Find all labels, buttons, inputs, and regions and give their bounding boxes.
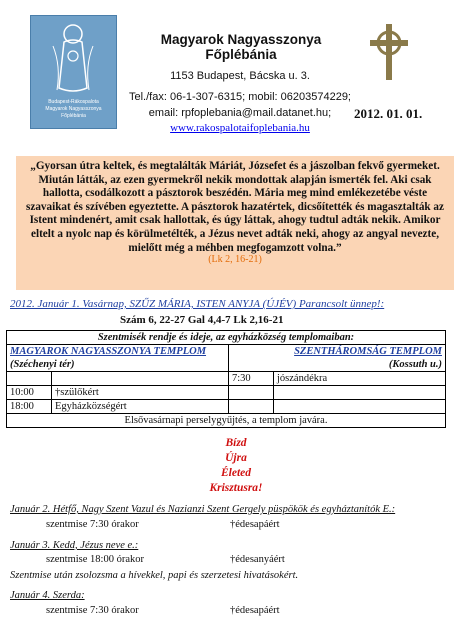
logo-line-2: Magyarok Nagyasszonya <box>45 106 102 112</box>
day-heading: Január 2. Hétfő, Nagy Szent Vazul és Nazianzi Szent Gergely püspökök és egyháztanítók E.: <box>10 504 396 515</box>
website-link[interactable]: www.rakospalotaifoplebania.hu <box>170 122 310 134</box>
table-row <box>7 386 446 400</box>
intention-1: †szülőkért <box>52 386 229 400</box>
mass-intention: †édesanyáért <box>230 554 285 565</box>
church-1-name[interactable]: MAGYAROK NAGYASSZONYA TEMPLOM <box>10 346 207 357</box>
parish-title: Magyarok Nagyasszonya Főplébánia <box>160 32 322 62</box>
logo-line-1: Budapest-Rákospalota <box>48 99 99 105</box>
mass-intention: †édesapáért <box>230 605 280 616</box>
mass-schedule-table <box>6 330 446 428</box>
time-2 <box>229 386 274 400</box>
parish-logo <box>30 15 117 129</box>
time-1: 18:00 <box>7 400 52 414</box>
time-2 <box>229 400 274 414</box>
time-1 <box>7 372 52 386</box>
day-heading: Január 4. Szerda: <box>10 590 85 601</box>
motto-line: Életed <box>220 467 252 479</box>
mass-time: szentmise 18:00 órakor <box>46 554 144 565</box>
address: 1153 Budapest, Bácska u. 3. <box>170 70 310 82</box>
gospel-reference: (Lk 2, 16-21) <box>208 254 262 266</box>
church-1-location: (Széchenyi tér) <box>10 359 75 370</box>
mass-time: szentmise 7:30 órakor <box>46 519 139 530</box>
motto <box>200 436 272 496</box>
intention-2 <box>274 386 446 400</box>
bulletin-date: 2012. 01. 01. <box>354 106 423 121</box>
intention-1 <box>52 372 229 386</box>
mass-time: szentmise 7:30 órakor <box>46 605 139 616</box>
church-2-location: (Kossuth u.) <box>388 359 442 370</box>
phone-line: Tel./fax: 06-1-307-6315; mobil: 06203574229; <box>129 91 351 103</box>
church-2-name[interactable]: SZENTHÁROMSÁG TEMPLOM <box>294 346 442 357</box>
collection-note: Elsővasárnapi perselygyűjtés, a templom javára. <box>7 414 446 428</box>
day-note: Szentmise után zsolozsma a hívekkel, papi és szerzetesi hivatásokért. <box>10 570 299 581</box>
logo-line-3: Főplébánia <box>61 113 86 119</box>
gospel-quote-text: „Gyorsan útra keltek, és megtalálták Máriát, Józsefet és a jászolban fekvő gyermeket. Miután látták, az ezen gyermekről nekik mondottak alapján ismerték fel. Aki csak hallotta, csodálkozott a pásztorok beszédén. Mária meg mind emlékezetébe véste szavaikat és szívében egyeztette. A pásztorok hazatértek, dicsőítették és magasztalták az Istent mindenért, amit csak hallottak, és úgy láttak, ahogy tudtul adták nekik. Amikor eltelt a nyolc nap és körülmetélték, a Jézus nevet adták neki, ahogy az angyal nevezte, mielőtt még a méhben megfogamzott volna.” <box>26 160 444 254</box>
gospel-quote-box <box>16 156 454 290</box>
intention-2 <box>274 400 446 414</box>
motto-line: Krisztusra! <box>209 482 263 494</box>
time-2: 7:30 <box>229 372 274 386</box>
motto-line: Újra <box>225 452 247 464</box>
sunday-heading <box>10 298 450 310</box>
readings: Szám 6, 22-27 Gal 4,4-7 Lk 2,16-21 <box>120 314 284 326</box>
table-row <box>7 372 446 386</box>
motto-line: Bízd <box>225 437 247 449</box>
table-row <box>7 400 446 414</box>
church-2-cell <box>229 345 446 372</box>
table-heading: Szentmisék rendje és ideje, az egyházközség templomaiban: <box>7 331 446 345</box>
celtic-cross-icon <box>366 22 412 82</box>
intention-2: jószándékra <box>274 372 446 386</box>
time-1: 10:00 <box>7 386 52 400</box>
intention-1: Egyházközségért <box>52 400 229 414</box>
sunday-title[interactable]: 2012. Január 1. Vasárnap, SZŰZ MÁRIA, ISTEN ANYJA (ÚJÉV) Parancsolt ünnep!: <box>10 298 385 310</box>
day-heading: Január 3. Kedd, Jézus neve e.: <box>10 540 139 551</box>
website-link-wrap <box>120 122 360 134</box>
mass-intention: †édesapáért <box>230 519 280 530</box>
email-line: email: rpfoplebania@mail.datanet.hu; <box>148 107 332 119</box>
church-1-cell <box>7 345 229 372</box>
